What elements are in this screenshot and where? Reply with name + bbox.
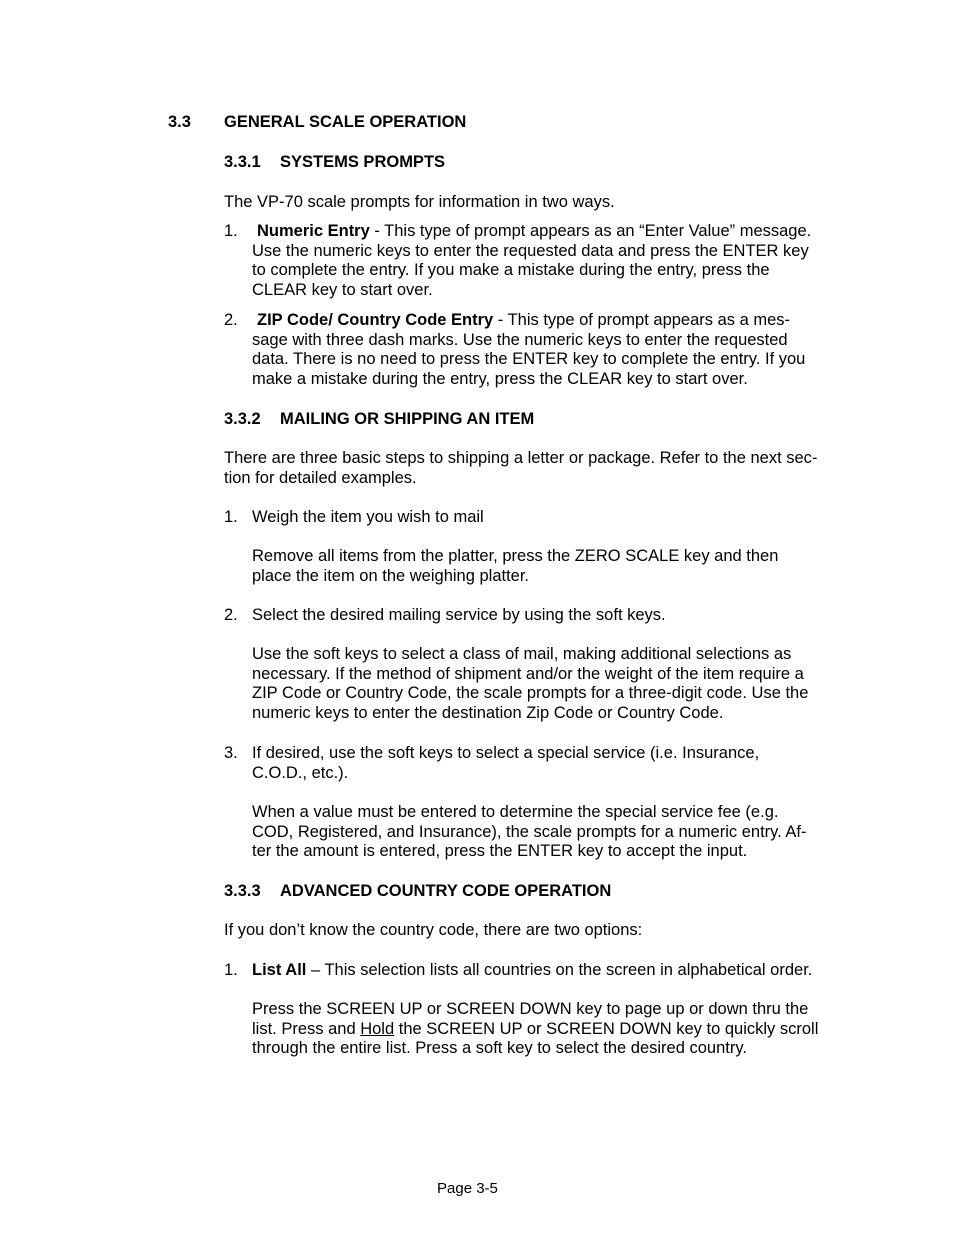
- term-zip-code-entry: ZIP Code/ Country Code Entry: [257, 311, 494, 329]
- text: data. There is no need to press the ENTER key to complete the entry. If you: [252, 350, 806, 369]
- hold-emphasis: Hold: [360, 1019, 395, 1038]
- step-detail: Use the soft keys to select a class of mail, making additional selections as necessary. If the method of shipment and/or the weight of the item require a ZIP Code or Country Code, the scale prompts for a three-digit code. Use the numeric keys to enter the destination Zip Code or Country Code.: [252, 645, 809, 722]
- list-number: 1.: [224, 961, 238, 979]
- s332-intro: There are three basic steps to shipping a letter or package. Refer to the next sec- tion for detailed examples.: [224, 449, 818, 487]
- step-detail: Press the SCREEN UP or SCREEN DOWN key to page up or down thru the list. Press and Hold the SCREEN UP or SCREEN DOWN key to quickly scroll through the entire list. Press a soft key to select the desired country.: [252, 1000, 819, 1058]
- subsection-333-number: 3.3.3: [224, 882, 261, 900]
- step-text: C.O.D., etc.).: [252, 763, 349, 782]
- subsection-331-title: SYSTEMS PROMPTS: [280, 153, 446, 171]
- step-detail: When a value must be entered to determine the special service fee (e.g. COD, Registered, and Insurance), the scale prompts for a numeric entry. Af- ter the amount is entered, press the ENTER key to accept the input.: [252, 803, 807, 861]
- text: make a mistake during the entry, press the CLEAR key to start over.: [252, 369, 748, 388]
- text: - This type of prompt appears as an “Enter Value” message.: [369, 222, 812, 240]
- section-title: GENERAL SCALE OPERATION: [224, 113, 467, 131]
- text: to complete the entry. If you make a mistake during the entry, press the: [252, 261, 770, 280]
- list-number: 2.: [224, 606, 238, 624]
- text: Use the numeric keys to enter the requested data and press the ENTER key: [252, 241, 809, 260]
- subsection-331-number: 3.3.1: [224, 153, 261, 171]
- step-text: Select the desired mailing service by using the soft keys.: [252, 606, 666, 624]
- list-number: 2.: [224, 311, 238, 329]
- text: – This selection lists all countries on the screen in alphabetical order.: [306, 961, 813, 979]
- text: sage with three dash marks. Use the numeric keys to enter the requested: [252, 330, 788, 349]
- term-numeric-entry: Numeric Entry: [257, 222, 370, 240]
- text: CLEAR key to start over.: [252, 280, 433, 299]
- subsection-333-title: ADVANCED COUNTRY CODE OPERATION: [280, 882, 612, 900]
- list-number: 3.: [224, 744, 238, 762]
- step-text: Weigh the item you wish to mail: [252, 508, 484, 526]
- subsection-332-number: 3.3.2: [224, 410, 261, 428]
- step-detail: Remove all items from the platter, press the ZERO SCALE key and then place the item on the weighing platter.: [252, 547, 779, 585]
- section-number: 3.3: [168, 113, 191, 131]
- text: - This type of prompt appears as a mes-: [493, 311, 791, 329]
- list-number: 1.: [224, 222, 238, 240]
- term-list-all: List All: [252, 961, 307, 979]
- s333-intro: If you don’t know the country code, there are two options:: [224, 921, 643, 939]
- subsection-332-title: MAILING OR SHIPPING AN ITEM: [280, 410, 535, 428]
- page-number: Page 3-5: [437, 1180, 498, 1197]
- s331-intro: The VP-70 scale prompts for information in two ways.: [224, 193, 615, 211]
- step-text: If desired, use the soft keys to select a special service (i.e. Insurance,: [252, 744, 760, 762]
- list-number: 1.: [224, 508, 238, 526]
